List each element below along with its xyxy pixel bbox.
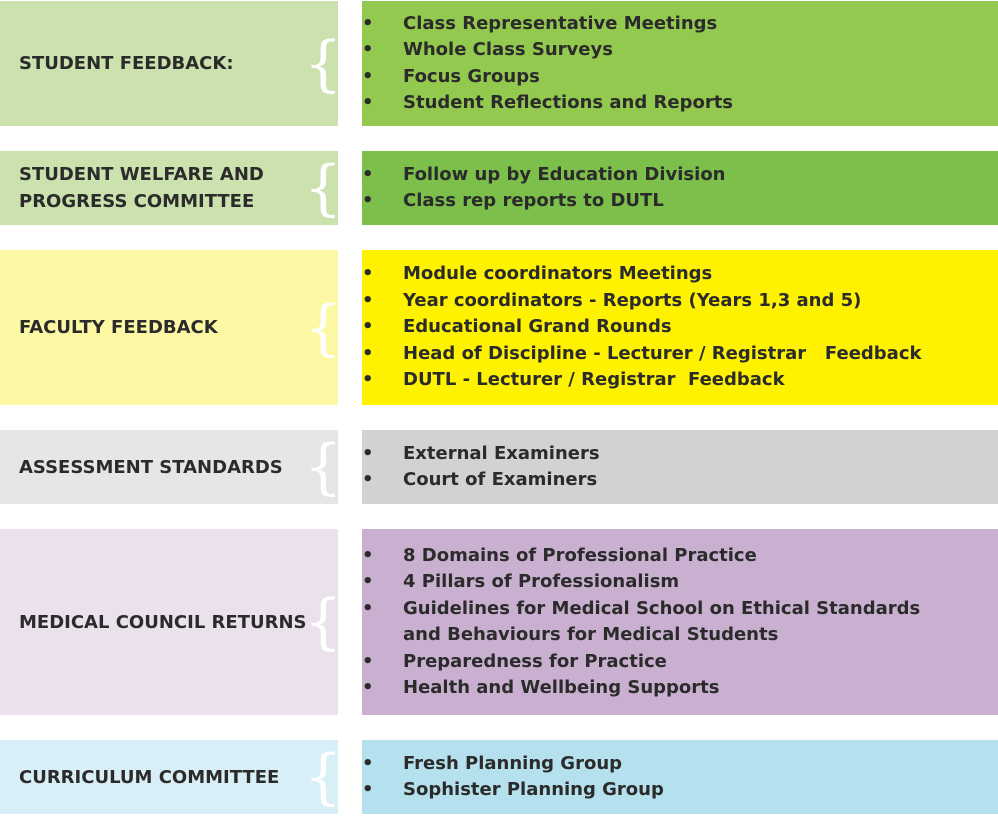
list-item: • Sophister Planning Group (362, 777, 664, 804)
list-item: • Court of Examiners (362, 467, 600, 494)
list-item: • 8 Domains of Professional Practice (362, 543, 920, 570)
items-list (362, 11, 733, 117)
list-item: • External Examiners (362, 441, 600, 468)
row-student-feedback (0, 1, 998, 126)
list-item: • Fresh Planning Group (362, 751, 664, 778)
category-label: STUDENT FEEDBACK: (19, 53, 234, 74)
items-box (362, 250, 998, 405)
brace-icon: { (304, 432, 343, 502)
brace-icon: { (304, 28, 343, 99)
list-item: • Health and Wellbeing Supports (362, 675, 920, 702)
list-item: • Head of Discipline - Lecturer / Registrar Feedback (362, 341, 921, 368)
brace-icon: { (304, 742, 343, 812)
list-item: • Preparedness for Practice (362, 649, 920, 676)
list-item: • Module coordinators Meetings (362, 261, 921, 288)
list-item: • Class rep reports to DUTL (362, 188, 726, 215)
list-item: • Student Reflections and Reports (362, 90, 733, 117)
list-item: • Class Representative Meetings (362, 11, 733, 38)
category-box (0, 1, 343, 126)
brace-icon: { (304, 153, 343, 223)
items-box (362, 740, 998, 814)
list-item: • Follow up by Education Division (362, 162, 726, 189)
items-box (362, 430, 998, 504)
category-label: MEDICAL COUNCIL RETURNS (19, 611, 307, 633)
list-item: • Guidelines for Medical School on Ethical Standards and Behaviours for Medical Students (362, 596, 920, 649)
category-box (0, 250, 343, 405)
list-item: • Year coordinators - Reports (Years 1,3 and 5) (362, 288, 921, 315)
row-faculty-feedback (0, 250, 998, 405)
items-list (362, 162, 726, 215)
row-student-welfare (0, 151, 998, 225)
category-label: CURRICULUM COMMITTEE (19, 766, 280, 788)
items-list (362, 751, 664, 804)
category-box (0, 430, 343, 504)
items-list (362, 543, 920, 702)
list-item: • DUTL - Lecturer / Registrar Feedback (362, 367, 921, 394)
list-item: • 4 Pillars of Professionalism (362, 569, 920, 596)
items-box (362, 151, 998, 225)
items-list (362, 441, 600, 494)
items-list (362, 261, 921, 394)
category-box (0, 740, 343, 814)
brace-icon: { (304, 292, 343, 363)
category-box (0, 151, 343, 225)
list-item: • Focus Groups (362, 64, 733, 91)
items-box (362, 1, 998, 126)
row-curriculum-committee (0, 740, 998, 814)
items-box (362, 529, 998, 715)
list-item: • Whole Class Surveys (362, 37, 733, 64)
category-label: ASSESSMENT STANDARDS (19, 456, 283, 478)
row-medical-council (0, 529, 998, 715)
category-label: STUDENT WELFARE AND PROGRESS COMMITTEE (19, 164, 264, 212)
brace-icon: { (304, 587, 343, 657)
row-assessment-standards (0, 430, 998, 504)
list-item: • Educational Grand Rounds (362, 314, 921, 341)
category-box (0, 529, 343, 715)
category-label: FACULTY FEEDBACK (19, 317, 218, 338)
